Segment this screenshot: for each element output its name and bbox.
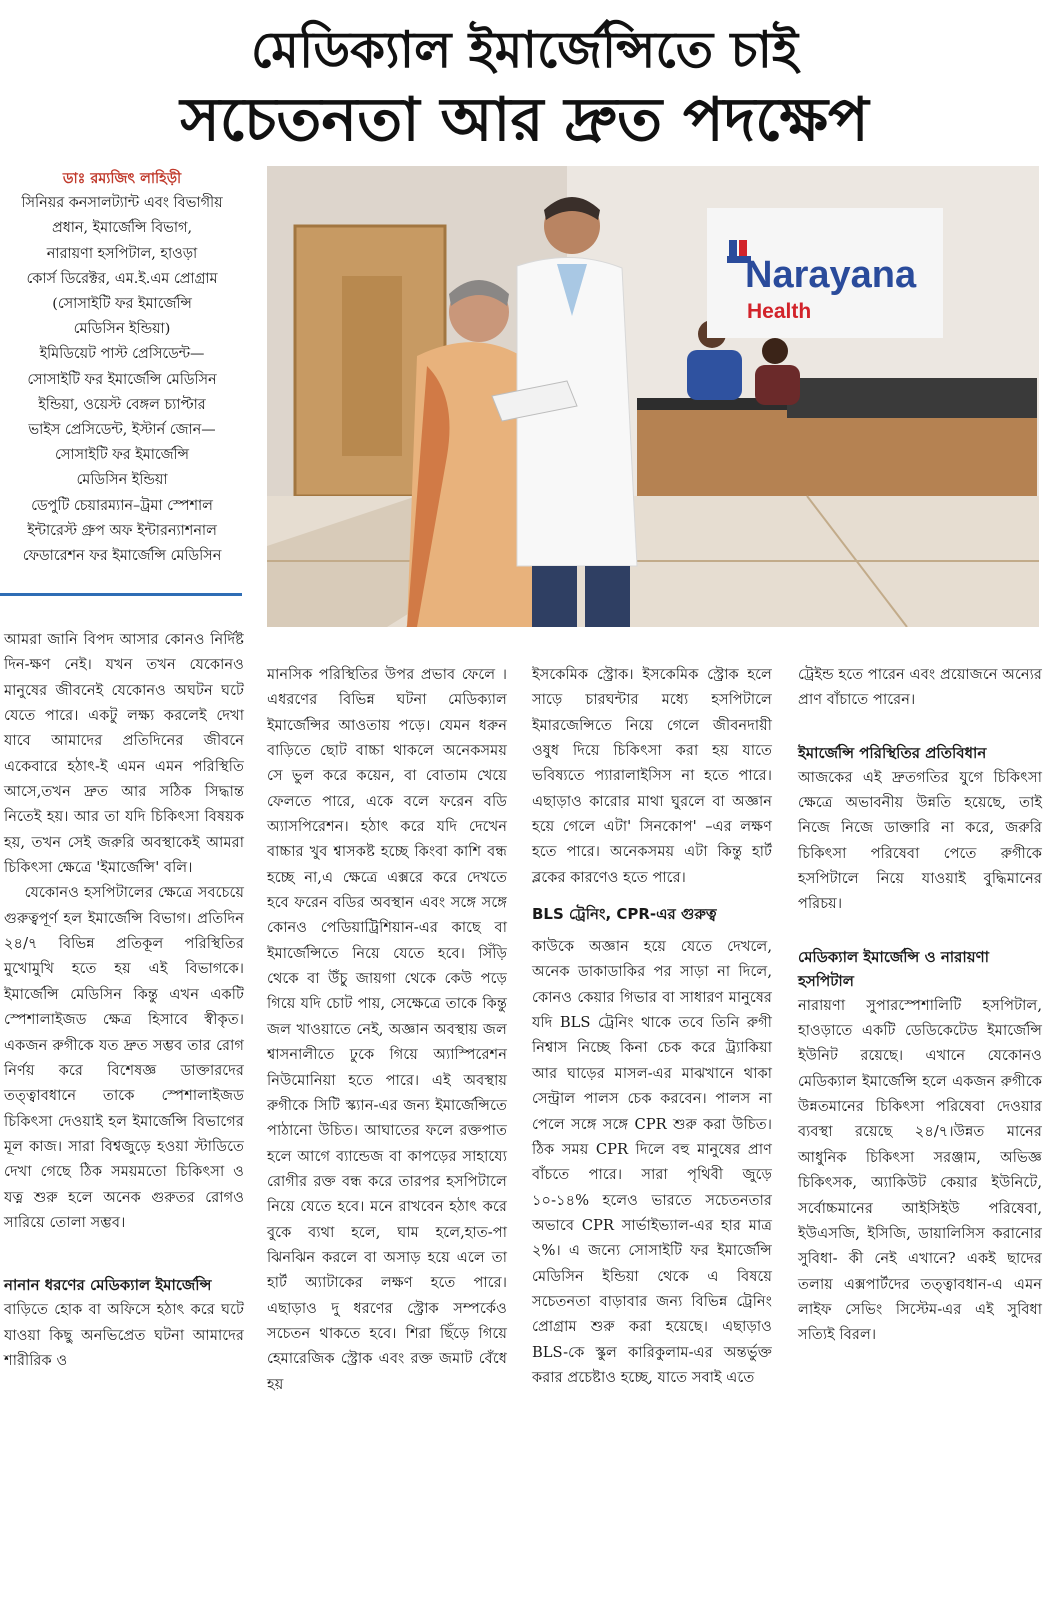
headline-line-1: মেডিক্যাল ইমার্জেন্সিতে চাই xyxy=(250,21,799,79)
author-credential: নারায়ণা হসপিটাল, হাওড়া xyxy=(46,245,198,262)
author-name: ডাঃ রম্যজিৎ লাহিড়ী xyxy=(62,170,182,187)
author-credential: সোসাইটি ফর ইমার্জেন্সি মেডিসিন xyxy=(27,371,217,388)
author-credential: মেডিসিন ইন্ডিয়া xyxy=(76,472,168,489)
section-heading: নানান ধরণের মেডিক্যাল ইমার্জেন্সি xyxy=(4,1276,212,1295)
article-column-4 xyxy=(798,662,1042,1348)
article-paragraph: মানসিক পরিস্থিতির উপর প্রভাব ফেলে । এধরণের বিভিন্ন ঘটনা মেডিক্যাল ইমার্জেন্সির আওতায় পড়ে। যেমন ধরুন বাড়িতে ছোট বাচ্চা থাকলে অনেকসময় সে ভুল করে কয়েন, বা বোতাম খেয়ে ফেলতে পারে, একে বলে ফরেন বডি অ্যাসপিরেশন। হঠাৎ করে যদি দেখেন বাচ্চার খুব শ্বাসকষ্ট হচ্ছে কিংবা কাশি বন্ধ হচ্ছে না,এ ক্ষেত্রে এক্সরে করে দেখতে হবে ফরেন বডির অবস্থান এবং সঙ্গে সঙ্গে কোনও পেডিয়াট্রিশিয়ান-এর কাছে বা ইমার্জেন্সিতে নিয়ে যেতে হবে। সিঁড়ি থেকে বা উঁচু জায়গা থেকে কেউ পড়ে গিয়ে যদি চোট পায়, সেক্ষেত্রে তাকে কিন্তু জল খাওয়াতে নেই, অজ্ঞান অবস্থায় জল শ্বাসনালীতে ঢুকে গিয়ে অ্যাস্পিরেশন নিউমোনিয়া হতে পারে। এই অবস্থায় রুগীকে সিটি স্ক্যান-এর জন্য ইমার্জেন্সিতে পাঠানো উচিত। আঘাতের ফলে রক্তপাত হলে আগে ব্যান্ডেজ বা কাপড়ের সাহায্যে রোগীর রক্ত বন্ধ করে তারপর হসপিটালে নিয়ে যেতে হবে। মনে রাখবেন হঠাৎ করে বুকে ব্যথা হলে, ঘাম হলে,হাত-পা ঝিনঝিন করলে বা অসাড় হয়ে এলে তা হার্ট অ্যাটাকের লক্ষণ হতে পারে। এছাড়াও দু ধরণের স্ট্রোক সম্পর্কেও সচেতন থাকতে হবে। শিরা ছিঁড়ে গিয়ে হেমারেজিক স্ট্রোক এবং রক্ত জমাট বেঁধে হয় xyxy=(267,666,507,1393)
author-credential: ইন্টারেস্ট গ্রুপ অফ ইন্টারন্যাশনাল xyxy=(27,522,217,539)
article-paragraph: আমরা জানি বিপদ আসার কোনও নির্দিষ্ট দিন-ক্ষণ নেই। যখন তখন যেকোনও মানুষের জীবনেই যেকোনও অঘটন ঘটে যেতে পারে। একটু লক্ষ্য করলেই দেখা যাবে আমাদের প্রতিদিনের জীবনে একেবারে হঠাৎ-ই এমন এমন পরিস্থিতি আসে,তখন দ্রুত আর সঠিক সিদ্ধান্ত নিতেই হয়। আর তা যদি চিকিৎসা বিষয়ক হয়, তখন সেই জরুরি অবস্থাকেই আমরা চিকিৎসা ক্ষেত্রে 'ইমার্জেন্সি' বলি। xyxy=(4,631,244,877)
article-paragraph: নারায়ণা সুপারস্পেশালিটি হসপিটাল, হাওড়াতে একটি ডেডিকেটেড ইমার্জেন্সি ইউনিট রয়েছে। এখানে যেকোনও মেডিক্যাল ইমার্জেন্সি হলে একজন রুগীকে উন্নতমানের চিকিৎসা পরিষেবা দেওয়ার ব্যবস্থা রয়েছে ২৪/৭।উন্নত মানের আধুনিক চিকিৎসা সরঞ্জাম, অভিজ্ঞ চিকিৎসক, অ্যাকিউট কেয়ার ইউনিটে, সর্বোচ্চমানের আইসিইউ পরিষেবা, ইউএসজি, ইসিজি, ডায়ালিসিস করানোর সুবিধা- কী নেই এখানে? একই ছাদের তলায় এক্সপার্টদের তত্ত্বাবধান-এ এমন লাইফ সেভিং সিস্টেম-এর এই সুবিধা সত্যিই বিরল। xyxy=(798,996,1042,1344)
author-credential: (সোসাইটি ফর ইমার্জেন্সি xyxy=(52,296,192,313)
author-credential: প্রধান, ইমার্জেন্সি বিভাগ, xyxy=(51,220,193,237)
author-credential: ইমিডিয়েট পাস্ট প্রেসিডেন্ট— xyxy=(39,346,205,363)
author-credential: ভাইস প্রেসিডেন্ট, ইস্টার্ন জোন— xyxy=(28,422,216,439)
section-heading: মেডিক্যাল ইমার্জেন্সি ও নারায়ণা হসপিটাল xyxy=(798,947,990,990)
article-paragraph: বাড়িতে হোক বা অফিসে হঠাৎ করে ঘটে যাওয়া কিছু অনভিপ্রেত ঘটনা আমাদের শারীরিক ও xyxy=(4,1301,244,1369)
photo-illustration xyxy=(267,166,1039,627)
author-credential: কোর্স ডিরেক্টর, এম.ই.এম প্রোগ্রাম xyxy=(26,270,218,287)
hospital-photo xyxy=(267,166,1039,627)
sign-sub-text: Health xyxy=(747,300,812,323)
author-credential: ডেপুটি চেয়ারম্যান–ট্রমা স্পেশাল xyxy=(31,497,213,514)
article-headline xyxy=(0,18,1049,158)
article-paragraph: আজকের এই দ্রুতগতির যুগে চিকিৎসা ক্ষেত্রে অভাবনীয় উন্নতি হয়েছে, তাই নিজে নিজে ডাক্তারি না করে, জরুরি চিকিৎসা পরিষেবা পেতে রুগীকে হসপিটালে নিয়ে যাওয়াই বুদ্ধিমানের পরিচয়। xyxy=(798,768,1042,913)
author-credential: সিনিয়র কনসালট্যান্ট এবং বিভাগীয় xyxy=(21,195,223,212)
article-column-2 xyxy=(267,662,507,1397)
section-heading: BLS ট্রেনিং, CPR-এর গুরুত্ব xyxy=(532,905,717,924)
sign-brand-text: Narayana xyxy=(745,254,917,296)
section-spacer xyxy=(532,926,772,934)
article-column-3 xyxy=(532,662,772,1390)
byline-divider xyxy=(0,593,242,596)
author-credential: ইন্ডিয়া, ওয়েস্ট বেঙ্গল চ্যাপ্টার xyxy=(38,396,206,413)
section-spacer xyxy=(798,917,1042,945)
section-spacer xyxy=(798,713,1042,741)
section-heading: ইমার্জেন্সি পরিস্থিতির প্রতিবিধান xyxy=(798,743,987,762)
section-spacer xyxy=(532,890,772,902)
author-credential: সোসাইটি ফর ইমার্জেন্সি xyxy=(55,447,189,464)
headline-line-2: সচেতনতা আর দ্রুত পদক্ষেপ xyxy=(180,85,869,155)
article-paragraph: ইসকেমিক স্ট্রোক। ইসকেমিক স্ট্রোক হলে সাড়ে চারঘন্টার মধ্যে হসপিটালে ইমারজেন্সিতে নিয়ে গেলে জীবনদায়ী ওষুধ দিয়ে চিকিৎসা করা হয় যাতে ভবিষ্যতে প্যারালাইসিস না হতে পারে। এছাড়াও কারোর মাথা ঘুরলে বা অজ্ঞান হয়ে গেলে এটা' সিনকোপ' –এর লক্ষণ হতে পারে। অনেকসময় এটা কিন্তু হার্ট ব্লকের কারণেও হতে পারে। xyxy=(532,666,772,886)
author-credential: ফেডারেশন ফর ইমার্জেন্সি মেডিসিন xyxy=(22,548,222,565)
article-paragraph: ট্রেইন্ড হতে পারেন এবং প্রয়োজনে অন্যের প্রাণ বাঁচাতে পারেন। xyxy=(798,666,1042,709)
article-paragraph: কাউকে অজ্ঞান হয়ে যেতে দেখলে, অনেক ডাকাডাকির পর সাড়া না দিলে, কোনও কেয়ার গিভার বা সাধারণ মানুষের যদি BLS ট্রেনিং থাকে তবে তিনি রুগী নিশ্বাস নিচ্ছে কিনা চেক করে ট্র্যাকিয়া আর ঘাড়ের মাসল-এর মাঝখানে থাকা সেন্ট্রাল পালস চেক করবেন। পালস না পেলে সঙ্গে সঙ্গে CPR শুরু করা উচিত। ঠিক সময় CPR দিলে বহু মানুষের প্রাণ বাঁচতে পারে। সারা পৃথিবী জুড়ে ১০-১৪% হলেও ভারতে সচেতনতার অভাবে CPR সার্ভাইভ্যাল-এর হার মাত্র ২%। এ জন্যে সোসাইটি ফর ইমার্জেন্সি মেডিসিন ইন্ডিয়া থেকে এ বিষয়ে সচেতনতা বাড়াবার জন্য বিভিন্ন ট্রেনিং প্রোগ্রাম শুরু করা হয়েছে। এছাড়াও BLS-কে স্কুল কারিকুলাম-এর অন্তর্ভুক্ত করার প্রচেষ্টাও হচ্ছে, যাতে সবাই এতে xyxy=(532,938,772,1386)
section-spacer xyxy=(4,1235,244,1273)
article-column-1 xyxy=(4,627,244,1373)
article-paragraph: যেকোনও হসপিটালের ক্ষেত্রে সবচেয়ে গুরুত্বপূর্ণ হল ইমার্জেন্সি বিভাগ। প্রতিদিন ২৪/৭ বিভিন্ন প্রতিকূল পরিস্থিতির মুখোমুখি হতে হয় এই বিভাগকে। ইমার্জেন্সি মেডিসিন কিন্তু এখন একটি স্পেশালাইজড ক্ষেত্র হিসাবে স্বীকৃত। একজন রুগীকে যত দ্রুত সম্ভব তার রোগ নির্ণয় করে বিশেষজ্ঞ ডাক্তারদের তত্ত্বাবধানে তাকে স্পেশালাইজড চিকিৎসা দেওয়াই হল ইমার্জেন্সি বিভাগের মূল কাজ। সারা বিশ্বজুড়ে হওয়া স্টাডিতে দেখা গেছে ঠিক সময়মতো চিকিৎসা ও যত্ন শুরু হলে অনেক গুরুতর রোগও সারিয়ে তোলা সম্ভব। xyxy=(4,884,244,1231)
author-byline xyxy=(4,166,240,569)
author-credential: মেডিসিন ইন্ডিয়া) xyxy=(73,321,171,338)
